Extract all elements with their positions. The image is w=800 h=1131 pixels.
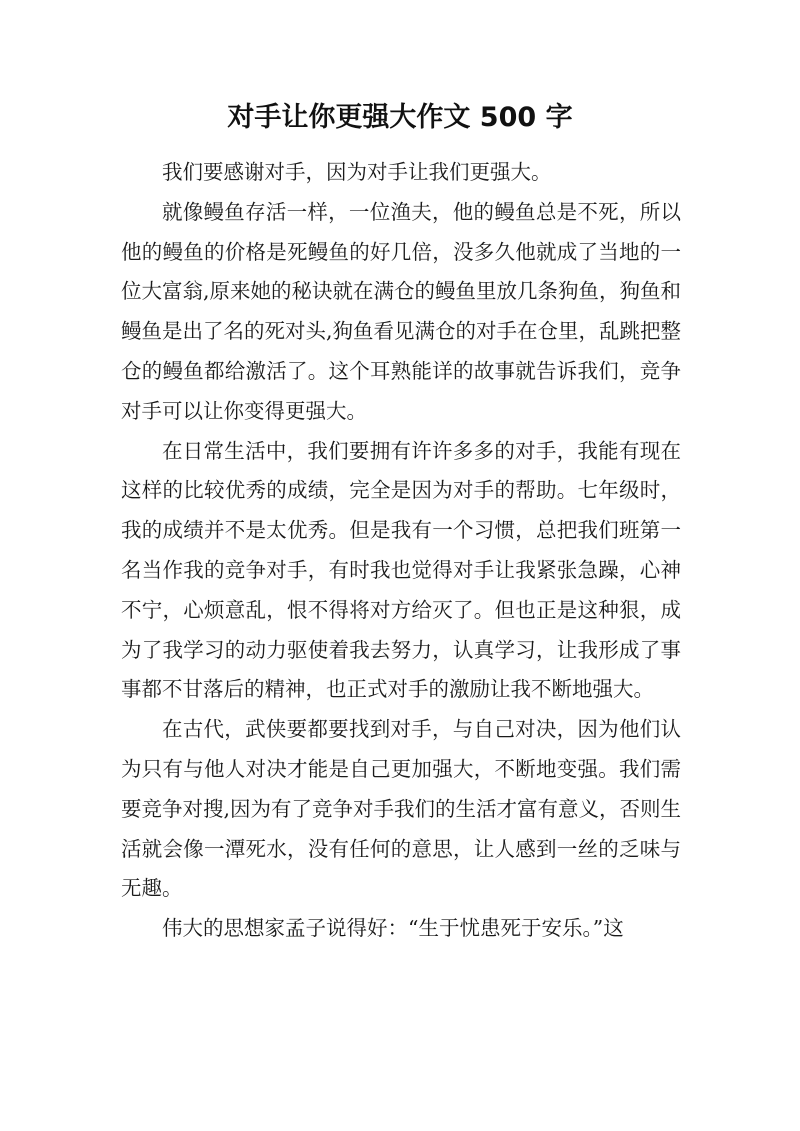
paragraph: 就像鳗鱼存活一样，一位渔夫，他的鳗鱼总是不死，所以他的鳗鱼的价格是死鳗鱼的好几倍，没多久他就成了当地的一位大富翁,原来她的秘诀就在满仓的鳗鱼里放几条狗鱼，狗鱼和鳗鱼是出了名的死对头,狗鱼看见满仓的对手在仓里，乱跳把整仓的鳗鱼都给激活了。这个耳熟能详的故事就告诉我们，竞争对手可以让你变得更强大。: [121, 199, 682, 423]
paragraph: 我们要感谢对手，因为对手让我们更强大。: [162, 160, 552, 184]
paragraph: 伟大的思想家孟子说得好：“生于忧患死于安乐。”这: [162, 916, 624, 941]
paragraph: 在古代，武侠要都要找到对手，与自己对决，因为他们认为只有与他人对决才能是自己更加强大，不断地变强。我们需要竞争对搜,因为有了竞争对手我们的生活才富有意义，否则生活就会像一潭死水，没有任何的意思，让人感到一丝的乏味与无趣。: [121, 717, 682, 901]
paragraph: 在日常生活中，我们要拥有许许多多的对手，我能有现在这样的比较优秀的成绩，完全是因为对手的帮助。七年级时，我的成绩并不是太优秀。但是我有一个习惯，总把我们班第一名当作我的竞争对手，有时我也觉得对手让我紧张急躁，心神不宁，心烦意乱，恨不得将对方给灭了。但也正是这种狠，成为了我学习的动力驱使着我去努力，认真学习，让我形成了事事都不甘落后的精神，也正式对手的激励让我不断地强大。: [121, 438, 681, 702]
document-title: 对手让你更强大作文 500 字: [227, 102, 573, 133]
document-body: [121, 153, 681, 949]
